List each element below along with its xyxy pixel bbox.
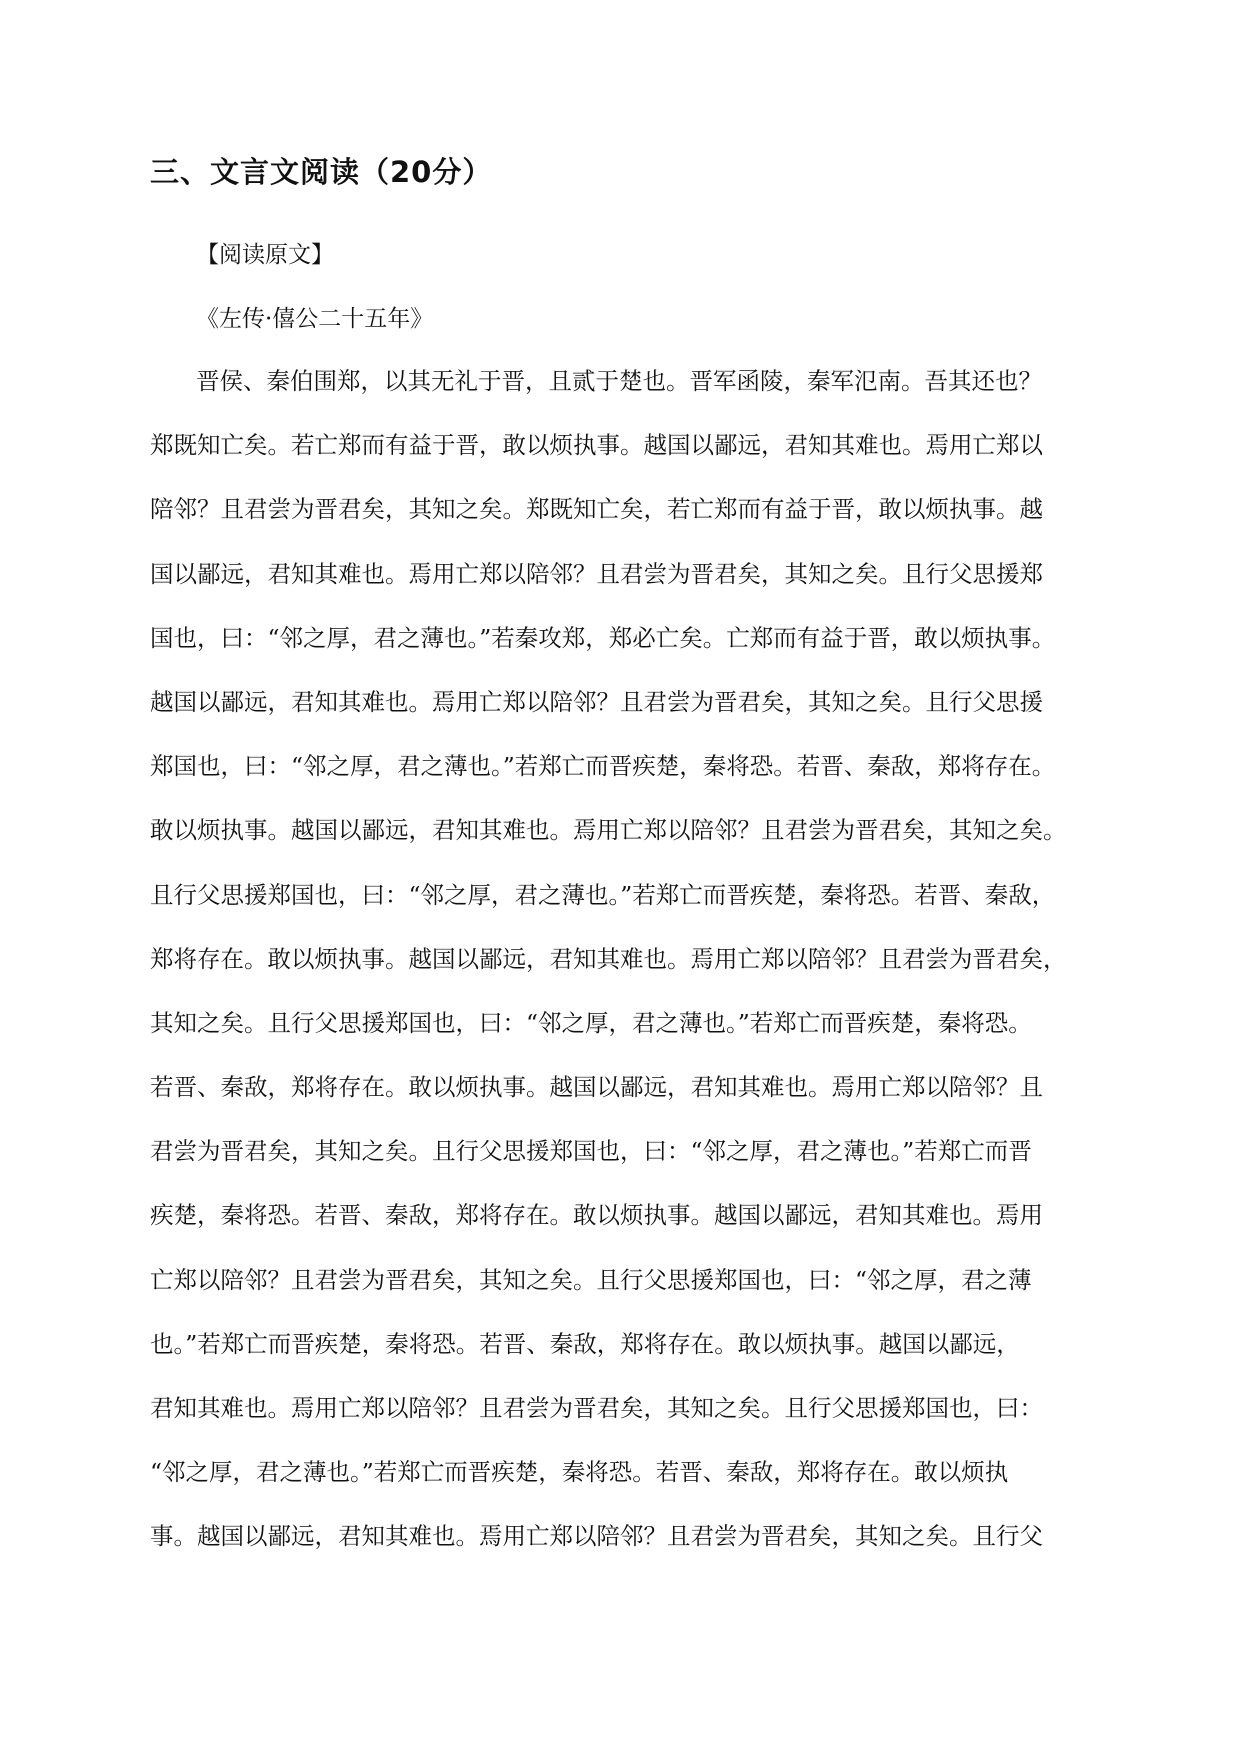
passage-line: 君尝为晋君矣，其知之矣。且行父思援郑国也，曰：“邻之厚，君之薄也。”若郑亡而晋: [150, 1137, 1032, 1166]
passage-body: [150, 362, 1100, 1582]
source-title: 《左传·僖公二十五年》: [196, 306, 434, 332]
passage-line: 郑国也，曰：“邻之厚，君之薄也。”若郑亡而晋疾楚，秦将恐。若晋、秦敌，郑将存在。: [150, 752, 1056, 781]
passage-line: 敢以烦执事。越国以鄙远，君知其难也。焉用亡郑以陪邻？且君尝为晋君矣，其知之矣。: [150, 816, 1067, 845]
passage-line: 越国以鄙远，君知其难也。焉用亡郑以陪邻？且君尝为晋君矣，其知之矣。且行父思援: [150, 687, 1043, 716]
passage-line: 郑既知亡矣。若亡郑而有益于晋，敢以烦执事。越国以鄙远，君知其难也。焉用亡郑以: [150, 431, 1043, 460]
passage-line: 陪邻？且君尝为晋君矣，其知之矣。郑既知亡矣，若亡郑而有益于晋，敢以烦执事。越: [150, 495, 1043, 524]
passage-line: 国也，曰：“邻之厚，君之薄也。”若秦攻郑，郑必亡矣。亡郑而有益于晋，敢以烦执事。: [150, 623, 1056, 652]
passage-line: 也。”若郑亡而晋疾楚，秦将恐。若晋、秦敌，郑将存在。敢以烦执事。越国以鄙远，: [150, 1329, 1020, 1358]
passage-line: 且行父思援郑国也，曰：“邻之厚，君之薄也。”若郑亡而晋疾楚，秦将恐。若晋、秦敌，: [150, 880, 1056, 909]
passage-line: 郑将存在。敢以烦执事。越国以鄙远，君知其难也。焉用亡郑以陪邻？且君尝为晋君矣，: [150, 944, 1067, 973]
passage-line: 晋侯、秦伯围郑，以其无礼于晋，且贰于楚也。晋军函陵，秦军氾南。吾其还也？: [196, 367, 1042, 395]
passage-line: 事。越国以鄙远，君知其难也。焉用亡郑以陪邻？且君尝为晋君矣，其知之矣。且行父: [150, 1522, 1043, 1551]
passage-line: 亡郑以陪邻？且君尝为晋君矣，其知之矣。且行父思援郑国也，曰：“邻之厚，君之薄: [150, 1265, 1032, 1294]
section-title: 三、文言文阅读（20分）: [150, 155, 493, 189]
passage-line: 国以鄙远，君知其难也。焉用亡郑以陪邻？且君尝为晋君矣，其知之矣。且行父思援郑: [150, 559, 1043, 588]
passage-line: 其知之矣。且行父思援郑国也，曰：“邻之厚，君之薄也。”若郑亡而晋疾楚，秦将恐。: [150, 1008, 1032, 1037]
passage-line: 若晋、秦敌，郑将存在。敢以烦执事。越国以鄙远，君知其难也。焉用亡郑以陪邻？且: [150, 1073, 1043, 1102]
passage-line: 君知其难也。焉用亡郑以陪邻？且君尝为晋君矣，其知之矣。且行父思援郑国也，曰：: [150, 1394, 1043, 1422]
passage-line: “邻之厚，君之薄也。”若郑亡而晋疾楚，秦将恐。若晋、秦敌，郑将存在。敢以烦执: [150, 1458, 1009, 1487]
passage-line: 疾楚，秦将恐。若晋、秦敌，郑将存在。敢以烦执事。越国以鄙远，君知其难也。焉用: [150, 1201, 1043, 1230]
reading-label: 【阅读原文】: [196, 242, 334, 268]
